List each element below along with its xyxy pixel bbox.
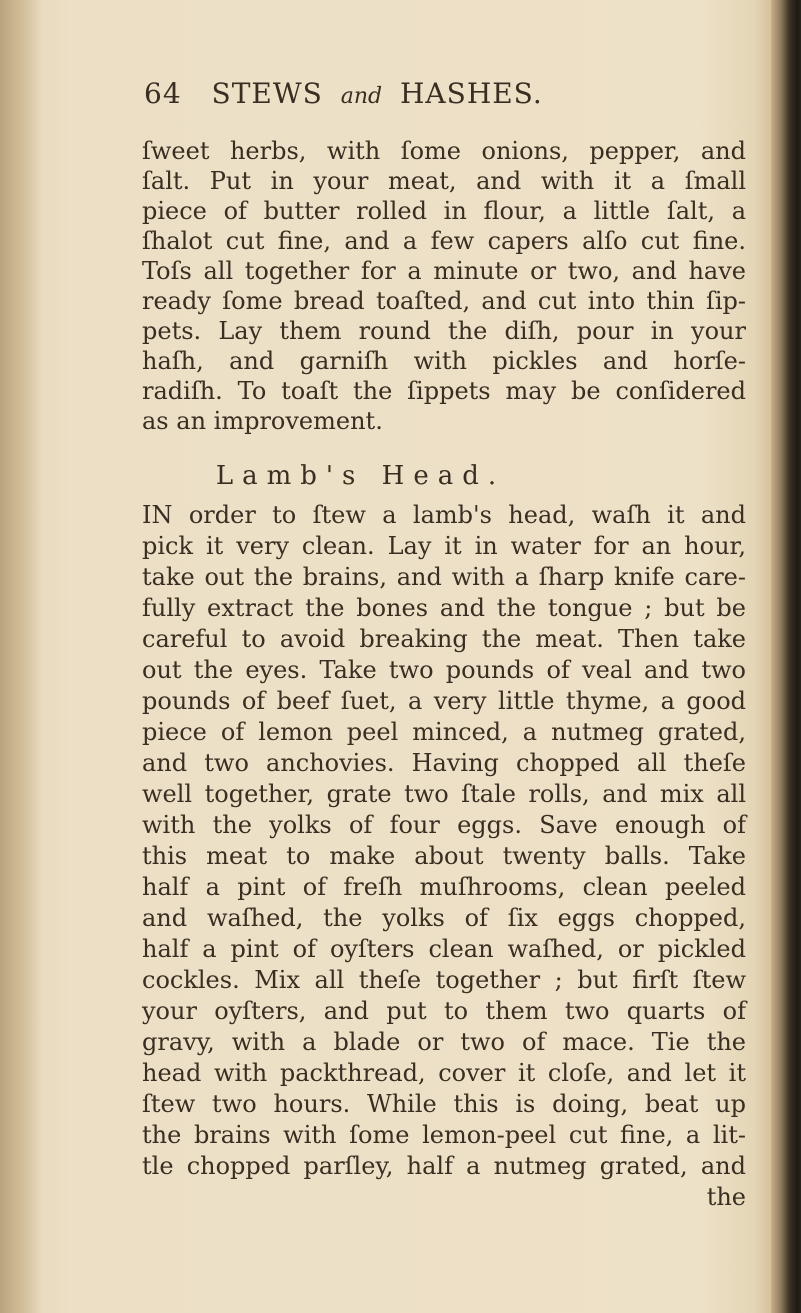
- text-line: piece of butter rolled in flour, a little ſalt, a: [142, 197, 746, 225]
- text-line: pick it very clean. Lay it in water for an hour,: [142, 532, 746, 560]
- text-line: half a pint of freſh muſhrooms, clean peeled: [142, 873, 746, 901]
- header-title-right: HASHES.: [400, 77, 543, 110]
- text-line: out the eyes. Take two pounds of veal and two: [142, 656, 746, 684]
- text-line: as an improvement.: [142, 407, 383, 435]
- text-line: with the yolks of four eggs. Save enough of: [142, 811, 746, 839]
- text-line: Toſs all together for a minute or two, and have: [142, 257, 746, 285]
- text-line: pounds of beef ſuet, a very little thyme, a good: [142, 687, 746, 715]
- page-edge-shadow: [771, 0, 801, 1313]
- text-line: ſalt. Put in your meat, and with it a ſmall: [142, 167, 746, 195]
- text-line: cockles. Mix all theſe together ; but firſt ſtew: [142, 966, 746, 994]
- text-line: radiſh. To toaſt the ſippets may be conſidered: [142, 377, 746, 405]
- text-line: the brains with ſome lemon-peel cut fine, a lit-: [142, 1121, 746, 1149]
- text-line: take out the brains, and with a ſharp knife care-: [142, 563, 746, 591]
- text-line: ready ſome bread toaſted, and cut into thin ſip-: [142, 287, 746, 315]
- running-header: [144, 76, 664, 116]
- page-number: 64: [144, 77, 182, 110]
- section-heading-text: Lamb's Head.: [215, 461, 506, 491]
- header-title-left: STEWS: [211, 77, 323, 110]
- text-line: and waſhed, the yolks of ſix eggs chopped,: [142, 904, 746, 932]
- section-heading: [0, 460, 801, 492]
- catchword: the: [706, 1183, 746, 1211]
- text-line: head with packthread, cover it cloſe, and let it: [142, 1059, 746, 1087]
- text-line: piece of lemon peel minced, a nutmeg grated,: [142, 718, 746, 746]
- text-line: pets. Lay them round the diſh, pour in your: [142, 317, 746, 345]
- text-line: ſweet herbs, with ſome onions, pepper, and: [142, 137, 746, 165]
- text-line: IN order to ſtew a lamb's head, waſh it and: [142, 501, 746, 529]
- text-line: gravy, with a blade or two of mace. Tie the: [142, 1028, 746, 1056]
- text-line: half a pint of oyſters clean waſhed, or pickled: [142, 935, 746, 963]
- text-line: this meat to make about twenty balls. Take: [142, 842, 746, 870]
- text-line: haſh, and garniſh with pickles and horſe-: [142, 347, 746, 375]
- text-line: and two anchovies. Having chopped all theſe: [142, 749, 746, 777]
- text-line: well together, grate two ſtale rolls, and mix all: [142, 780, 746, 808]
- header-title-and: and: [340, 84, 383, 109]
- text-line: fully extract the bones and the tongue ; but be: [142, 594, 746, 622]
- text-line: your oyſters, and put to them two quarts of: [142, 997, 746, 1025]
- text-line: ſtew two hours. While this is doing, beat up: [142, 1090, 746, 1118]
- text-line: careful to avoid breaking the meat. Then take: [142, 625, 746, 653]
- page-gutter-shadow: [0, 0, 42, 1313]
- text-line: ſhalot cut fine, and a few capers alſo cut fine.: [142, 227, 746, 255]
- text-line: tle chopped parſley, half a nutmeg grated, and: [142, 1152, 746, 1180]
